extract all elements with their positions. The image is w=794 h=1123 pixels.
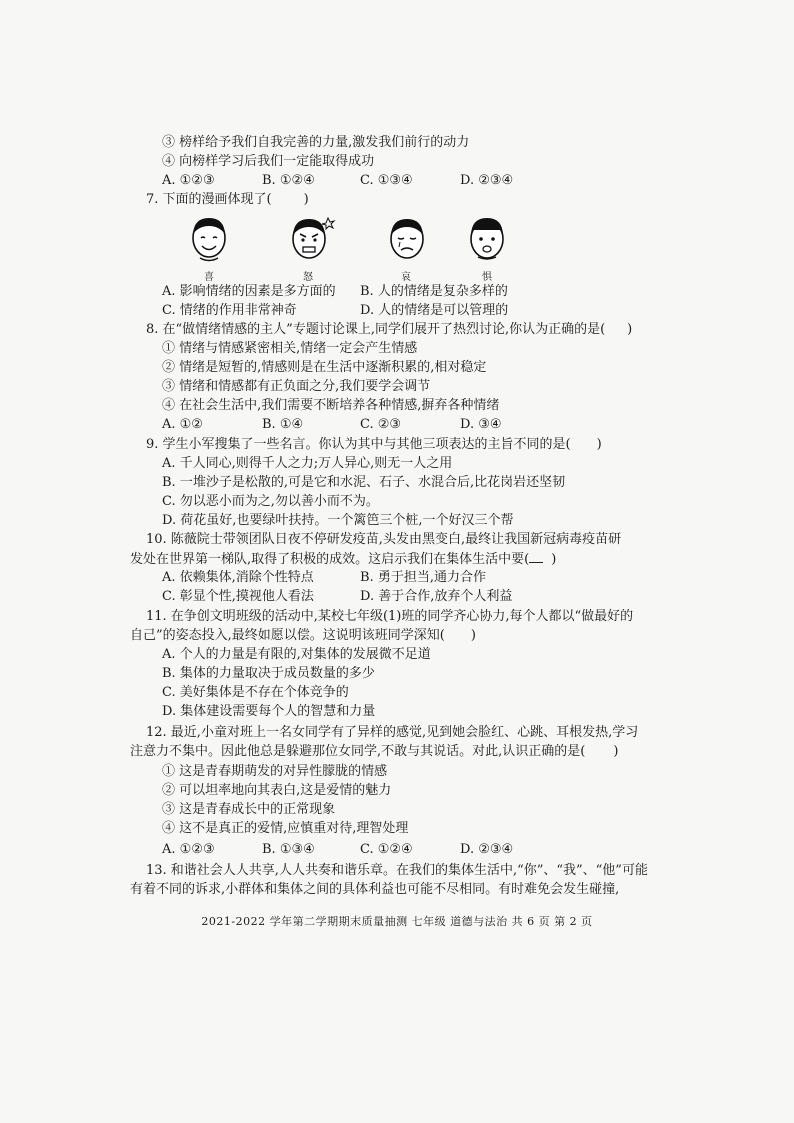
q8-statement-2: ② 情绪是短暂的,情感则是在生活中逐渐积累的,相对稳定	[162, 360, 487, 375]
q9-option-c: C. 勿以恶小而为之,勿以善小而不为。	[162, 494, 379, 509]
q8-option-a: A. ①②	[162, 417, 203, 432]
q11-option-b: B. 集体的力量取决于成员数量的多少	[162, 666, 375, 681]
q10-stem-line-1: 10. 陈薇院士带领团队日夜不停研发疫苗,头发由黑变白,最终让我国新冠病毒疫苗研	[146, 532, 622, 547]
q11-stem-text: 自己”的姿态投入,最终如愿以偿。这说明该班同学深知(	[130, 628, 445, 643]
q11-stem-line-1: 11. 在争创文明班级的活动中,某校七年级(1)班的同学齐心协力,每个人都以“做最好的	[146, 609, 634, 624]
face-caption-anger: 怒	[303, 272, 313, 283]
q11-option-c: C. 美好集体是不存在个体竞争的	[162, 685, 349, 700]
q10-option-a: A. 依赖集体,消除个性特点	[162, 570, 314, 585]
q6-option-a: A. ①②③	[162, 173, 215, 188]
q13-stem-line-2: 有着不同的诉求,小群体和集体之间的具体利益也可能不尽相同。有时难免会发生碰撞,	[130, 882, 620, 897]
q6-option-c: C. ①③④	[360, 173, 413, 188]
q13-stem-line-1: 13. 和谐社会人人共享,人人共奏和谐乐章。在我们的集体生活中,“你”、“我”、“他”可能	[146, 863, 648, 878]
q12-option-d: D. ②③④	[460, 842, 514, 857]
q7-option-c: C. 情绪的作用非常神奇	[162, 303, 297, 318]
q6-option-b: B. ①②④	[262, 173, 315, 188]
happy-face-icon	[186, 212, 232, 264]
q7-stem-text: 7. 下面的漫画体现了(	[146, 192, 272, 207]
q12-stem-line-2	[130, 743, 618, 761]
q8-statement-1: ① 情绪与情感紧密相关,情绪一定会产生情感	[162, 341, 418, 356]
q12-stem-text: 注意力不集中。因此他总是躲避那位女同学,不敢与其说话。对此,认识正确的是(	[130, 744, 586, 759]
q6-statement-4: ④ 向榜样学习后我们一定能取得成功	[162, 154, 375, 169]
q6-option-d: D. ②③④	[460, 173, 514, 188]
q8-paren-close: )	[627, 322, 633, 337]
q10-option-b: B. 勇于担当,通力合作	[360, 570, 486, 585]
angry-face-icon	[286, 212, 336, 264]
q10-option-d: D. 善于合作,放弃个人利益	[360, 589, 513, 604]
q9-paren-close: )	[596, 437, 602, 452]
q9-stem-text: 9. 学生小军搜集了一些名言。你认为其中与其他三项表达的主旨不同的是(	[146, 437, 571, 452]
q9-option-b: B. 一堆沙子是松散的,可是它和水泥、石子、水混合后,比花岗岩还坚韧	[162, 475, 566, 490]
q12-statement-2: ② 可以坦率地向其表白,这是爱情的魅力	[162, 783, 392, 798]
q10-stem-line-2	[130, 550, 556, 569]
face-caption-sorrow: 哀	[401, 272, 411, 283]
q12-statement-3: ③ 这是青春成长中的正常现象	[162, 802, 336, 817]
q7-option-d: D. 人的情绪是可以管理的	[360, 303, 509, 318]
q11-stem-line-2	[130, 627, 476, 645]
q8-stem-text: 8. 在“做情绪情感的主人”专题讨论课上,同学们展开了热烈讨论,你认为正确的是(	[146, 322, 606, 337]
q10-stem-text: 发处在世界第一梯队,取得了积极的成效。这启示我们在集体生活中要(	[130, 552, 530, 567]
face-caption-fear: 惧	[482, 272, 492, 283]
q8-statement-3: ③ 情绪和情感都有正负面之分,我们要学会调节	[162, 379, 431, 394]
q12-statement-4: ④ 这不是真正的爱情,应慎重对待,理智处理	[162, 821, 409, 836]
q9-option-d: D. 荷花虽好,也要绿叶扶持。一个篱笆三个桩,一个好汉三个帮	[162, 513, 514, 528]
q7-option-a: A. 影响情绪的因素是多方面的	[162, 284, 336, 299]
fearful-face-icon	[464, 212, 510, 264]
q7-option-b: B. 人的情绪是复杂多样的	[360, 284, 508, 299]
q8-stem	[146, 321, 632, 339]
q6-statement-3: ③ 榜样给予我们自我完善的力量,激发我们前行的动力	[162, 135, 470, 150]
q11-option-a: A. 个人的力量是有限的,对集体的发展微不足道	[162, 647, 431, 662]
q10-paren-close: )	[551, 552, 557, 567]
q12-option-b: B. ①③④	[262, 842, 315, 857]
q11-paren-close: )	[470, 628, 476, 643]
q11-option-d: D. 集体建设需要每个人的智慧和力量	[162, 704, 376, 719]
q9-option-a: A. 千人同心,则得千人之力;万人异心,则无一人之用	[162, 456, 453, 471]
q7-paren-close: )	[303, 192, 309, 207]
q12-option-a: A. ①②③	[162, 842, 215, 857]
q9-stem	[146, 436, 602, 454]
sad-face-icon	[384, 212, 430, 264]
q8-option-b: B. ①④	[262, 417, 304, 432]
q7-stem	[146, 191, 309, 209]
q10-option-c: C. 彰显个性,摸视他人看法	[162, 589, 314, 604]
q12-stem-line-1: 12. 最近,小童对班上一名女同学有了异样的感觉,见到她会脸红、心跳、耳根发热,学习	[146, 725, 639, 740]
q12-statement-1: ① 这是青春期萌发的对异性朦胧的情感	[162, 764, 388, 779]
face-caption-joy: 喜	[204, 272, 214, 283]
page-footer: 2021-2022 学年第二学期期末质量抽测 七年级 道德与法治 共 6 页 第 2 页	[201, 915, 593, 928]
q8-statement-4: ④ 在社会生活中,我们需要不断培养各种情感,摒弃各种情绪	[162, 398, 500, 413]
q12-option-c: C. ①②④	[360, 842, 413, 857]
q8-option-d: D. ③④	[460, 417, 502, 432]
q12-paren-close: )	[613, 744, 619, 759]
q8-option-c: C. ②③	[360, 417, 402, 432]
